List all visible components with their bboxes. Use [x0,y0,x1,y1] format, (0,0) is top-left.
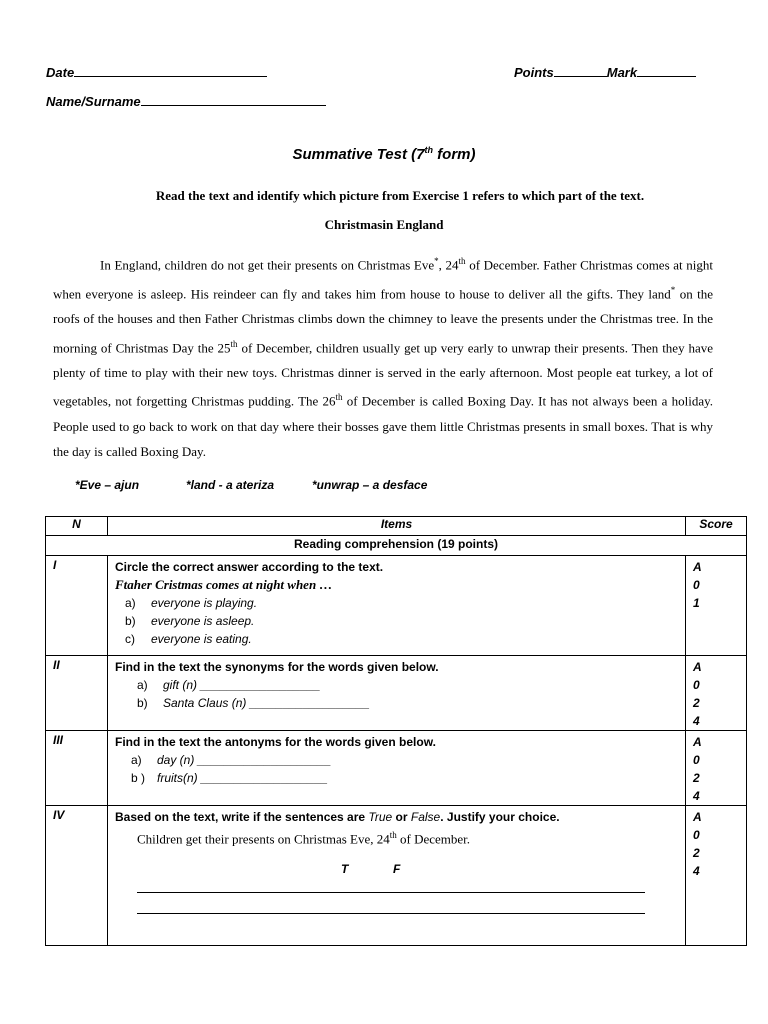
question-prompt: Ftaher Cristmas comes at night when … [115,577,333,592]
table-row [46,556,747,656]
item-cell [108,656,686,731]
table-row [46,656,747,731]
true-option[interactable]: T [341,862,349,877]
points-blank[interactable] [554,64,607,77]
date-field[interactable] [46,64,267,80]
question-text: Based on the text, write if the sentences are True or False. Justify your choice. [115,810,560,824]
row-number: IV [46,806,108,946]
score-cell: A 0 2 4 [686,656,747,731]
points-label: Points [514,65,554,80]
instruction: Read the text and identify which picture from Exercise 1 refers to which part of the text. [155,188,645,203]
item-cell [108,806,686,946]
synonym-input[interactable]: a) gift (n) __________________ [137,678,321,692]
question-text: Find in the text the antonyms for the words given below. [115,735,436,749]
true-false-statement: Children get their presents on Christmas Eve, 24th of December. [137,830,471,847]
question-text: Circle the correct answer according to the text. [115,560,384,574]
glossary-item: *unwrap – a desface [312,478,428,492]
row-number: II [46,656,108,731]
text-title: Christmasin England [324,217,444,232]
score-cell: A 0 2 4 [686,806,747,946]
item-cell [108,731,686,806]
answer-option[interactable]: b) everyone is asleep. [125,614,255,628]
row-number: I [46,556,108,656]
date-blank[interactable] [74,64,267,77]
antonym-input[interactable]: a) day (n) ____________________ [131,753,332,767]
name-field[interactable] [46,93,326,109]
table-header-row [46,517,747,536]
answer-option[interactable]: a) everyone is playing. [125,596,258,610]
col-header-n: N [46,517,108,536]
row-number: III [46,731,108,806]
glossary-item: *Eve – ajun [75,478,140,492]
question-text: Find in the text the synonyms for the words given below. [115,660,439,674]
answer-option[interactable]: c) everyone is eating. [125,632,252,646]
synonym-input[interactable]: b) Santa Claus (n) __________________ [137,696,370,710]
justification-line[interactable] [137,893,645,914]
glossary [75,478,427,492]
col-header-items: Items [108,517,686,536]
name-blank[interactable] [141,93,326,106]
mark-blank[interactable] [637,64,696,77]
true-false-choice [115,848,685,884]
mark-label: Mark [606,65,638,80]
date-label: Date [46,65,75,80]
col-header-score: Score [686,517,747,536]
justification-line[interactable] [137,884,645,893]
glossary-item: *land - a ateriza [186,478,275,492]
section-title: Reading comprehension (19 points) [46,536,747,556]
false-option[interactable]: F [393,862,401,877]
section-row [46,536,747,556]
points-mark-field[interactable] [514,64,696,80]
exercise-table [45,516,747,946]
item-cell [108,556,686,656]
score-cell: A 0 1 [686,556,747,656]
test-title: Summative Test (7th form) [292,145,476,163]
reading-passage: In England, children do not get their presents on Christmas Eve*, 24th of December. Father Christmas comes at night when everyone is asleep. His reindeer can fly and takes him from house to house to deliver all the gifts. They land* on the roofs of the houses and then Father Christmas climbs down the chimney to leave the presents under the Christmas tree. In the morning of Christmas Day the 25th of December, children usually get up very early to unwrap their presents. Then they have plenty of time to play with their new toys. Christmas dinner is served in the early afternoon. Most people eat turkey, a lot of vegetables, not forgetting Christmas pudding. The 26th of December is called Boxing Day. It has not always been a holiday. People used to go back to work on that day where their bosses gave them little Christmas presents in small boxes. That is why the day is called Boxing Day. [53,256,713,460]
table-row [46,731,747,806]
antonym-input[interactable]: b ) fruits(n) ___________________ [131,771,328,785]
name-label: Name/Surname [46,94,141,109]
table-row [46,806,747,946]
score-cell: A 0 2 4 [686,731,747,806]
